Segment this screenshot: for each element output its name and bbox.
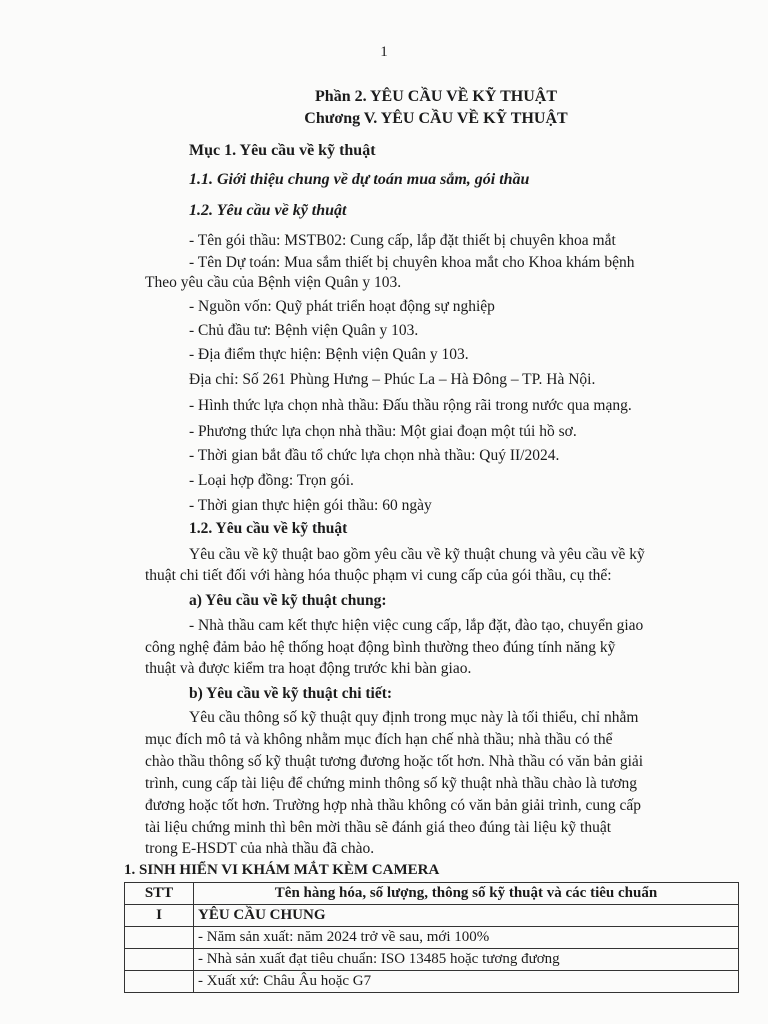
- header-description: Tên hàng hóa, số lượng, thông số kỹ thuật và các tiêu chuẩn: [194, 883, 739, 905]
- selection-form: - Hình thức lựa chọn nhà thầu: Đấu thầu rộng rãi trong nước qua mạng.: [189, 397, 632, 414]
- fund-source: - Nguồn vốn: Quỹ phát triển hoạt động sự nghiệp: [189, 298, 495, 315]
- general-requirements-title: a) Yêu cầu về kỹ thuật chung:: [189, 592, 387, 609]
- detail-requirements-6: tài liệu chứng minh thì bên mời thầu sẽ đánh giá theo đúng tài liệu kỹ thuật: [145, 819, 612, 836]
- header-stt: STT: [125, 883, 194, 905]
- row-text: - Nhà sản xuất đạt tiêu chuẩn: ISO 13485 hoặc tương đương: [194, 949, 739, 971]
- location: - Địa điểm thực hiện: Bệnh viện Quân y 103.: [189, 346, 469, 363]
- row-stt: [125, 949, 194, 971]
- table-title: 1. SINH HIỂN VI KHÁM MẮT KÈM CAMERA: [124, 862, 440, 878]
- table-row: [125, 949, 739, 971]
- general-requirements-2: công nghệ đảm bảo hệ thống hoạt động bình thường theo đúng tính năng kỹ: [145, 639, 616, 656]
- estimate-name-line-1: - Tên Dự toán: Mua sắm thiết bị chuyên khoa mắt cho Khoa khám bệnh: [189, 254, 635, 271]
- table-header-row: [125, 883, 739, 905]
- page-number: 1: [380, 44, 388, 60]
- row-stt: [125, 971, 194, 993]
- detail-requirements-2: mục đích mô tả và không nhằm mục đích hạn chế nhà thầu; nhà thầu có thể: [145, 731, 613, 748]
- address: Địa chỉ: Số 261 Phùng Hưng – Phúc La – Hà Đông – TP. Hà Nội.: [189, 371, 596, 388]
- general-requirements-1: - Nhà thầu cam kết thực hiện việc cung cấp, lắp đặt, đào tạo, chuyển giao: [189, 617, 644, 634]
- table-row: [125, 971, 739, 993]
- row-text: - Xuất xứ: Châu Âu hoặc G7: [194, 971, 739, 993]
- detail-requirements-4: trình, cung cấp tài liệu để chứng minh thông số kỹ thuật nhà thầu chào là tương: [145, 775, 638, 792]
- chapter-heading: Chương V. YÊU CẦU VỀ KỸ THUẬT: [304, 110, 568, 127]
- requirements-intro-2: thuật chi tiết đối với hàng hóa thuộc phạm vi cung cấp của gói thầu, cụ thể:: [145, 567, 612, 584]
- requirements-intro-1: Yêu cầu về kỹ thuật bao gồm yêu cầu về kỹ thuật chung và yêu cầu về kỹ: [189, 546, 645, 563]
- requirements-title: 1.2. Yêu cầu về kỹ thuật: [189, 520, 348, 537]
- row-text: YÊU CẦU CHUNG: [194, 905, 739, 927]
- general-requirements-3: thuật và được kiểm tra hoạt động trước khi bàn giao.: [145, 660, 472, 677]
- table-row: [125, 905, 739, 927]
- spec-table: [124, 882, 739, 993]
- start-time: - Thời gian bắt đầu tổ chức lựa chọn nhà thầu: Quý II/2024.: [189, 447, 560, 464]
- table-row: [125, 927, 739, 949]
- estimate-name-line-2: Theo yêu cầu của Bệnh viện Quân y 103.: [145, 274, 402, 291]
- detail-requirements-title: b) Yêu cầu về kỹ thuật chi tiết:: [189, 685, 393, 702]
- row-text: - Năm sản xuất: năm 2024 trở về sau, mới 100%: [194, 927, 739, 949]
- section-title: Mục 1. Yêu cầu về kỹ thuật: [189, 142, 376, 159]
- subsection-1-2: 1.2. Yêu cầu về kỹ thuật: [189, 202, 347, 219]
- duration: - Thời gian thực hiện gói thầu: 60 ngày: [189, 497, 432, 514]
- package-name: - Tên gói thầu: MSTB02: Cung cấp, lắp đặt thiết bị chuyên khoa mắt: [189, 232, 616, 249]
- detail-requirements-7: trong E-HSDT của nhà thầu đã chào.: [145, 840, 375, 857]
- selection-method: - Phương thức lựa chọn nhà thầu: Một giai đoạn một túi hồ sơ.: [189, 423, 577, 440]
- contract-type: - Loại hợp đồng: Trọn gói.: [189, 472, 354, 489]
- detail-requirements-1: Yêu cầu thông số kỹ thuật quy định trong mục này là tối thiểu, chỉ nhằm: [189, 709, 639, 726]
- detail-requirements-3: chào thầu thông số kỹ thuật tương đương hoặc tốt hơn. Nhà thầu có văn bản giải: [145, 753, 644, 770]
- row-stt: I: [125, 905, 194, 927]
- investor: - Chủ đầu tư: Bệnh viện Quân y 103.: [189, 322, 419, 339]
- part-heading: Phần 2. YÊU CẦU VỀ KỸ THUẬT: [315, 88, 557, 105]
- detail-requirements-5: đương hoặc tốt hơn. Trường hợp nhà thầu không có văn bản giải trình, cung cấp: [145, 797, 641, 814]
- row-stt: [125, 927, 194, 949]
- subsection-1-1: 1.1. Giới thiệu chung về dự toán mua sắm, gói thầu: [189, 171, 530, 188]
